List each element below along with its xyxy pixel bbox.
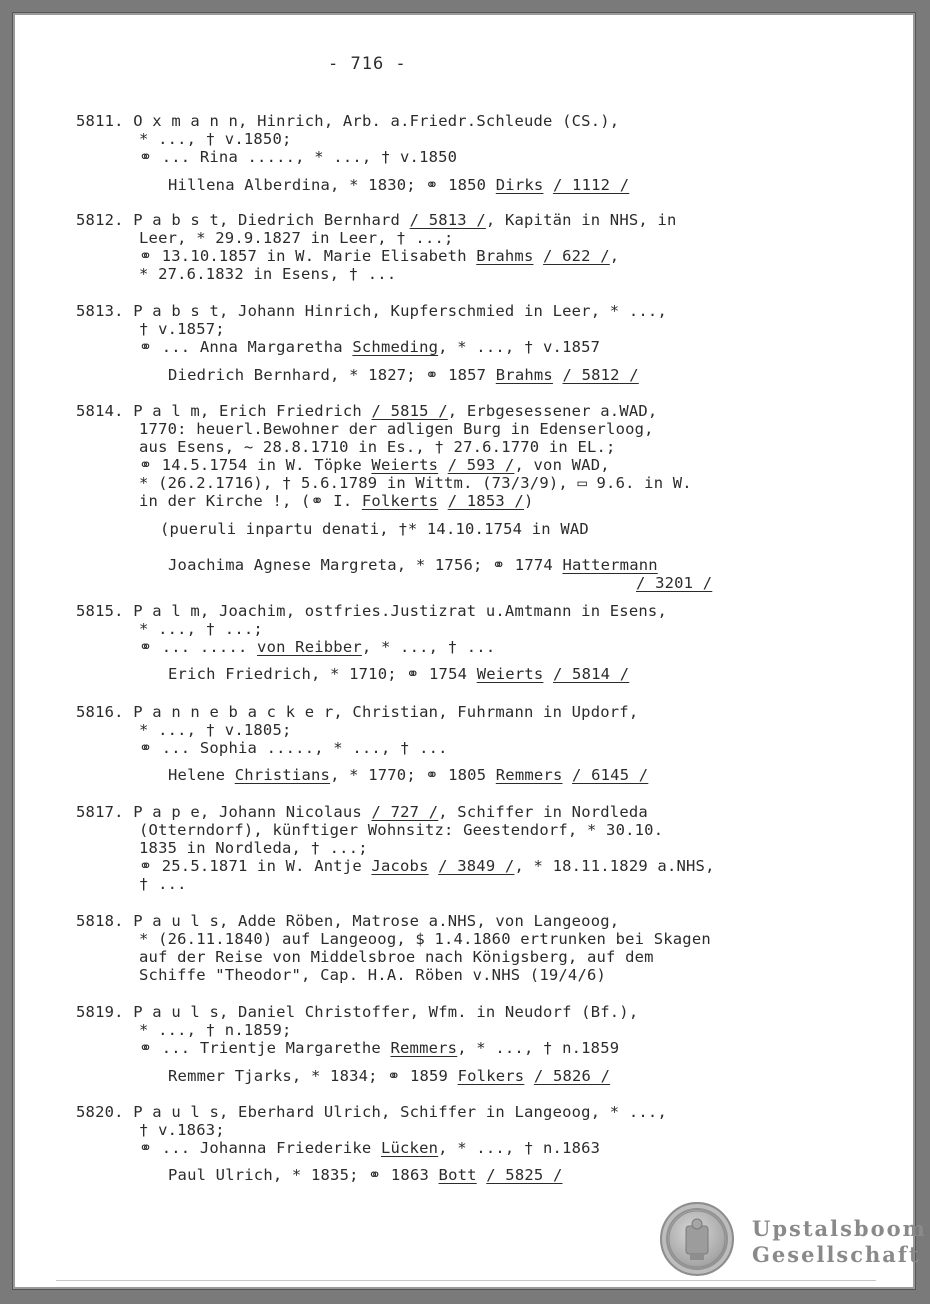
text-segment: ⚭ 14.5.1754 in W. Töpke xyxy=(139,456,372,474)
text-segment: * ..., † n.1859; xyxy=(139,1021,292,1039)
text-segment: Remmer Tjarks, * 1834; ⚭ 1859 xyxy=(168,1067,458,1085)
text-line xyxy=(139,1021,292,1039)
underlined-reference: / 5825 / xyxy=(486,1166,563,1184)
text-line xyxy=(139,721,292,739)
underlined-reference: Hattermann xyxy=(562,556,658,574)
underlined-reference: Bott xyxy=(438,1166,477,1184)
text-line xyxy=(636,574,712,592)
underlined-reference: / 622 / xyxy=(543,247,610,265)
text-segment xyxy=(524,1067,534,1085)
text-segment xyxy=(543,176,553,194)
underlined-reference: / 3201 / xyxy=(636,574,713,592)
society-seal-icon xyxy=(660,1202,734,1276)
text-segment: , * ..., † n.1863 xyxy=(438,1139,601,1157)
text-segment: , * ..., † v.1857 xyxy=(438,338,601,356)
text-segment: ⚭ ... Sophia ....., * ..., † ... xyxy=(139,739,448,757)
text-segment: ⚭ ... ..... xyxy=(139,638,258,656)
text-line xyxy=(76,302,667,320)
underlined-reference: Remmers xyxy=(495,766,563,784)
underlined-reference: Folkerts xyxy=(361,492,439,510)
text-segment: 5815. P a l m, Joachim, ostfries.Justizrat u.Amtmann in Esens, xyxy=(76,602,667,620)
text-segment: 5817. P a p e, Johann Nicolaus xyxy=(76,803,372,821)
text-segment: ⚭ 13.10.1857 in W. Marie Elisabeth xyxy=(139,247,477,265)
text-segment: 5812. P a b s t, Diedrich Bernhard xyxy=(76,211,410,229)
page-number: - 716 - xyxy=(328,54,407,74)
text-segment: * ..., † v.1850; xyxy=(139,130,292,148)
text-line xyxy=(139,930,711,948)
text-segment: Joachima Agnese Margreta, * 1756; ⚭ 1774 xyxy=(168,556,563,574)
underlined-reference: Folkers xyxy=(457,1067,525,1085)
underlined-reference: / 1853 / xyxy=(447,492,524,510)
text-segment: , * 1770; ⚭ 1805 xyxy=(330,766,496,784)
text-line xyxy=(139,1121,225,1139)
text-line xyxy=(139,1039,619,1057)
underlined-reference: Christians xyxy=(234,766,331,784)
text-line xyxy=(139,875,187,893)
text-segment: , * ..., † ... xyxy=(361,638,496,656)
text-segment: auf der Reise von Middelsbroe nach Königsberg, auf dem xyxy=(139,948,654,966)
text-segment: Diedrich Bernhard, * 1827; ⚭ 1857 xyxy=(168,366,496,384)
text-line xyxy=(76,912,619,930)
text-segment: 5818. P a u l s, Adde Röben, Matrose a.NHS, von Langeoog, xyxy=(76,912,620,930)
text-segment xyxy=(438,492,448,510)
text-line xyxy=(139,638,495,656)
text-segment xyxy=(429,857,439,875)
text-line xyxy=(168,665,629,683)
text-line xyxy=(139,492,534,510)
underlined-reference: Remmers xyxy=(390,1039,458,1057)
text-segment: * (26.2.1716), † 5.6.1789 in Wittm. (73/3/9), ▭ 9.6. in W. xyxy=(139,474,692,492)
text-line xyxy=(139,739,448,757)
underlined-reference: Brahms xyxy=(476,247,534,265)
text-segment: ) xyxy=(523,492,534,510)
text-segment: 5813. P a b s t, Johann Hinrich, Kupferschmied in Leer, * ..., xyxy=(76,302,667,320)
underlined-reference: von Reibber xyxy=(257,638,362,656)
underlined-reference: / 5813 / xyxy=(409,211,486,229)
text-segment: , von WAD, xyxy=(514,456,610,474)
text-segment: Helene xyxy=(168,766,235,784)
text-line xyxy=(139,247,619,265)
text-line xyxy=(139,620,263,638)
text-line xyxy=(139,966,606,984)
text-line xyxy=(139,1139,600,1157)
text-line xyxy=(139,320,225,338)
underlined-reference: Brahms xyxy=(495,366,553,384)
text-line xyxy=(139,857,715,875)
underlined-reference: Jacobs xyxy=(371,857,429,875)
text-line xyxy=(168,766,648,784)
text-segment: ⚭ 25.5.1871 in W. Antje xyxy=(139,857,372,875)
text-line xyxy=(76,703,638,721)
text-segment: Schiffe "Theodor", Cap. H.A. Röben v.NHS (19/4/6) xyxy=(139,966,607,984)
text-segment: (Otterndorf), künftiger Wohnsitz: Geestendorf, * 30.10. xyxy=(139,821,664,839)
text-segment: (pueruli inpartu denati, †* 14.10.1754 in WAD xyxy=(160,520,589,538)
text-segment: * ..., † v.1805; xyxy=(139,721,292,739)
underlined-reference: / 727 / xyxy=(371,803,439,821)
text-line xyxy=(76,803,648,821)
text-segment: , * 18.11.1829 a.NHS, xyxy=(514,857,715,875)
footer-divider xyxy=(56,1280,876,1281)
underlined-reference: Dirks xyxy=(495,176,544,194)
text-segment: , xyxy=(609,247,620,265)
brand-name-line2: Gesellschaft xyxy=(752,1242,921,1267)
text-line xyxy=(160,520,589,538)
brand-name-line1: Upstalsboom xyxy=(752,1216,927,1241)
text-segment: 1835 in Nordleda, † ...; xyxy=(139,839,368,857)
text-line xyxy=(168,1166,563,1184)
text-segment: ⚭ ... Johanna Friederike xyxy=(139,1139,381,1157)
text-segment: Erich Friedrich, * 1710; ⚭ 1754 xyxy=(168,665,477,683)
underlined-reference: Schmeding xyxy=(352,338,439,356)
text-line xyxy=(76,1103,667,1121)
underlined-reference: Lücken xyxy=(380,1139,439,1157)
text-segment: * ..., † ...; xyxy=(139,620,263,638)
text-segment: 5814. P a l m, Erich Friedrich xyxy=(76,402,372,420)
text-segment: * 27.6.1832 in Esens, † ... xyxy=(139,265,397,283)
text-line xyxy=(139,456,610,474)
text-segment: 5820. P a u l s, Eberhard Ulrich, Schiffer in Langeoog, * ..., xyxy=(76,1103,667,1121)
text-segment: † v.1857; xyxy=(139,320,225,338)
text-line xyxy=(168,366,639,384)
text-segment: 5819. P a u l s, Daniel Christoffer, Wfm. in Neudorf (Bf.), xyxy=(76,1003,639,1021)
text-line xyxy=(139,420,654,438)
text-segment: , * ..., † n.1859 xyxy=(457,1039,620,1057)
text-segment: † v.1863; xyxy=(139,1121,225,1139)
text-line xyxy=(139,130,292,148)
text-segment: 5811. O x m a n n, Hinrich, Arb. a.Friedr.Schleude (CS.), xyxy=(76,112,620,130)
text-segment xyxy=(477,1166,487,1184)
underlined-reference: / 1112 / xyxy=(552,176,630,194)
text-line xyxy=(139,948,654,966)
text-line xyxy=(139,474,692,492)
text-line xyxy=(168,176,629,194)
text-segment: Paul Ulrich, * 1835; ⚭ 1863 xyxy=(168,1166,439,1184)
text-segment xyxy=(533,247,543,265)
text-line xyxy=(139,821,663,839)
text-segment xyxy=(438,456,448,474)
text-segment xyxy=(543,665,553,683)
text-segment xyxy=(563,766,573,784)
text-segment: 1770: heuerl.Bewohner der adligen Burg in Edenserloog, xyxy=(139,420,654,438)
text-segment: Leer, * 29.9.1827 in Leer, † ...; xyxy=(139,229,454,247)
underlined-reference: / 6145 / xyxy=(572,766,649,784)
text-segment: ⚭ ... Rina ....., * ..., † v.1850 xyxy=(139,148,458,166)
text-segment xyxy=(553,366,563,384)
text-line xyxy=(139,839,368,857)
text-line xyxy=(139,148,457,166)
text-segment: 5816. P a n n e b a c k e r, Christian, Fuhrmann in Updorf, xyxy=(76,703,639,721)
underlined-reference: Weierts xyxy=(476,665,544,683)
underlined-reference: / 5814 / xyxy=(552,665,630,683)
underlined-reference: / 5826 / xyxy=(533,1067,611,1085)
text-segment: , Schiffer in Nordleda xyxy=(438,803,648,821)
text-segment: ⚭ ... Anna Margaretha xyxy=(139,338,353,356)
text-line xyxy=(139,229,454,247)
text-line xyxy=(139,265,396,283)
underlined-reference: / 593 / xyxy=(447,456,515,474)
text-segment: ⚭ ... Trientje Margarethe xyxy=(139,1039,391,1057)
text-line xyxy=(139,338,600,356)
text-line xyxy=(76,602,667,620)
text-segment: Hillena Alberdina, * 1830; ⚭ 1850 xyxy=(168,176,496,194)
text-segment: * (26.11.1840) auf Langeoog, $ 1.4.1860 ertrunken bei Skagen xyxy=(139,930,711,948)
text-segment: , Kapitän in NHS, in xyxy=(485,211,677,229)
text-segment: , Erbgesessener a.WAD, xyxy=(447,402,658,420)
text-segment: † ... xyxy=(139,875,187,893)
text-segment: aus Esens, ~ 28.8.1710 in Es., † 27.6.1770 in EL.; xyxy=(139,438,616,456)
text-line xyxy=(76,1003,638,1021)
text-line xyxy=(168,556,658,574)
text-line xyxy=(139,438,616,456)
text-segment: in der Kirche !, (⚭ I. xyxy=(139,492,362,510)
underlined-reference: / 5812 / xyxy=(562,366,639,384)
underlined-reference: / 5815 / xyxy=(371,402,448,420)
text-line xyxy=(76,402,657,420)
underlined-reference: / 3849 / xyxy=(438,857,515,875)
text-line xyxy=(76,211,677,229)
underlined-reference: Weierts xyxy=(371,456,439,474)
text-line xyxy=(76,112,619,130)
text-line xyxy=(168,1067,610,1085)
